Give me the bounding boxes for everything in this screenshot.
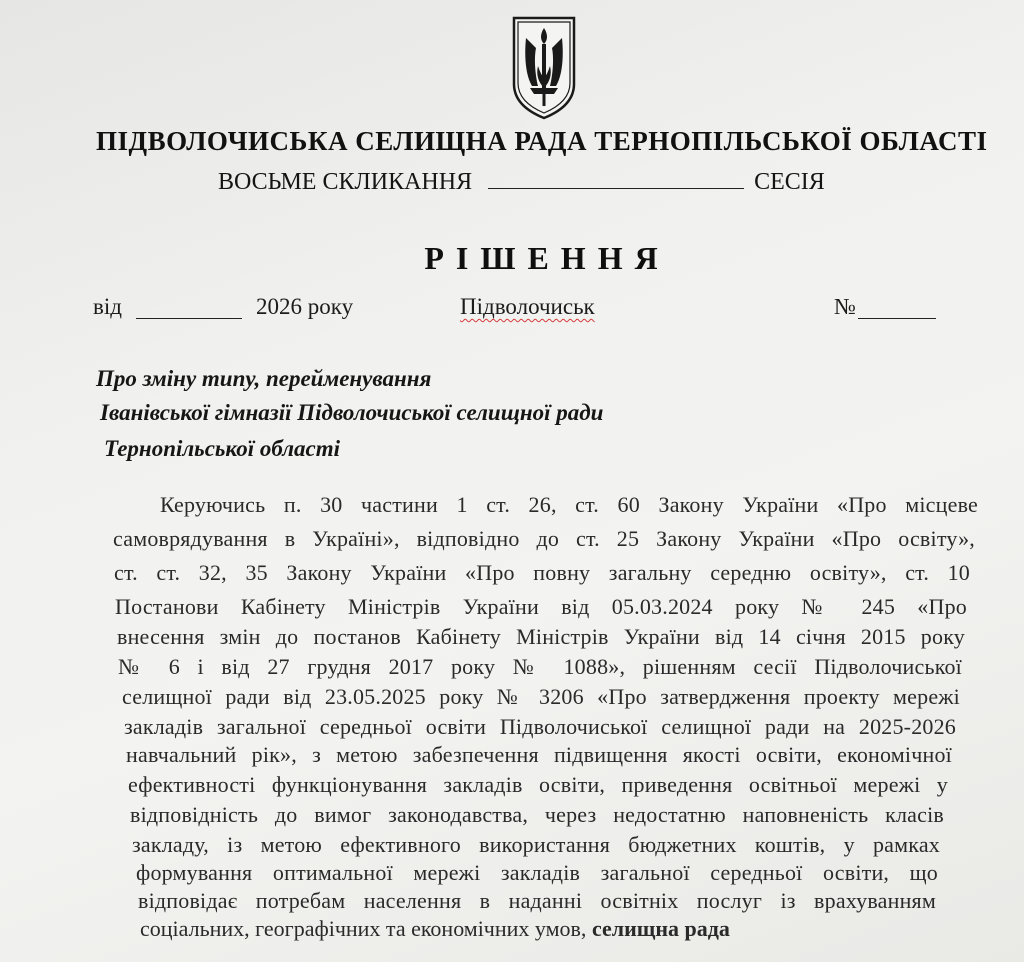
place-name: Підволочиськ <box>460 294 595 319</box>
convocation-line <box>218 168 825 196</box>
subject-line: Тернопільської області <box>104 436 341 461</box>
council-title: ПІДВОЛОЧИСЬКА СЕЛИЩНА РАДА ТЕРНОПІЛЬСЬКОЇ ОБЛАСТІ <box>96 126 988 156</box>
body-line: внесення змін до постанов Кабінету Міністрів України від 14 січня 2015 року <box>117 624 965 649</box>
council-resolves: селищна рада <box>591 916 730 941</box>
body-line: соціальних, географічних та економічних умов, <box>140 916 587 941</box>
body-line: самоврядування в Україні», відповідно до ст. 25 Закону України «Про освіту», <box>113 526 975 551</box>
body-line: закладів загальної середньої освіти Підволочиської селищної ради на 2025-2026 <box>124 714 956 739</box>
date-blank <box>136 318 242 319</box>
session-label: СЕСІЯ <box>754 169 825 195</box>
subject-line: Іванівської гімназії Підволочиської селищної ради <box>100 400 604 425</box>
number-blank <box>858 318 936 319</box>
body-line: Постанови Кабінету Міністрів України від 05.03.2024 року № 245 «Про <box>115 594 967 619</box>
document-title: РІШЕННЯ <box>424 240 670 276</box>
body-line: закладу, із метою ефективного використання бюджетних коштів, у рамках <box>132 832 940 857</box>
ukraine-trident-icon <box>508 14 580 120</box>
year-text: 2026 року <box>256 294 354 319</box>
body-line: ст. ст. 32, 35 Закону України «Про повну загальну середню освіту», ст. 10 <box>114 560 970 585</box>
subject-line: Про зміну типу, перейменування <box>96 366 432 391</box>
body-line: відповідає потребам населення в наданні освітніх послуг із врахуванням <box>138 888 936 913</box>
convocation-label: ВОСЬМЕ СКЛИКАННЯ <box>218 169 473 195</box>
number-label: № <box>834 294 856 319</box>
body-line: ефективності функціонування закладів освіти, приведення освітньої мережі у <box>128 772 948 797</box>
body-line: навчальний рік», з метою забезпечення підвищення якості освіти, економічної <box>126 742 952 767</box>
body-line: формування оптимальної мережі закладів загальної середньої освіти, що <box>136 860 938 885</box>
date-from-label: від <box>93 294 122 319</box>
body-line: селищної ради від 23.05.2025 року № 3206 «Про затвердження проекту мережі <box>122 684 960 709</box>
body-line: Керуючись п. 30 частини 1 ст. 26, ст. 60 Закону України «Про місцеве <box>160 492 978 517</box>
body-line: № 6 і від 27 грудня 2017 року № 1088», рішенням сесії Підволочиської <box>118 654 962 679</box>
body-line: відповідність до вимог законодавства, через недостатню наповненість класів <box>130 802 944 827</box>
session-number-blank <box>488 168 744 189</box>
body-last-line <box>140 916 730 942</box>
